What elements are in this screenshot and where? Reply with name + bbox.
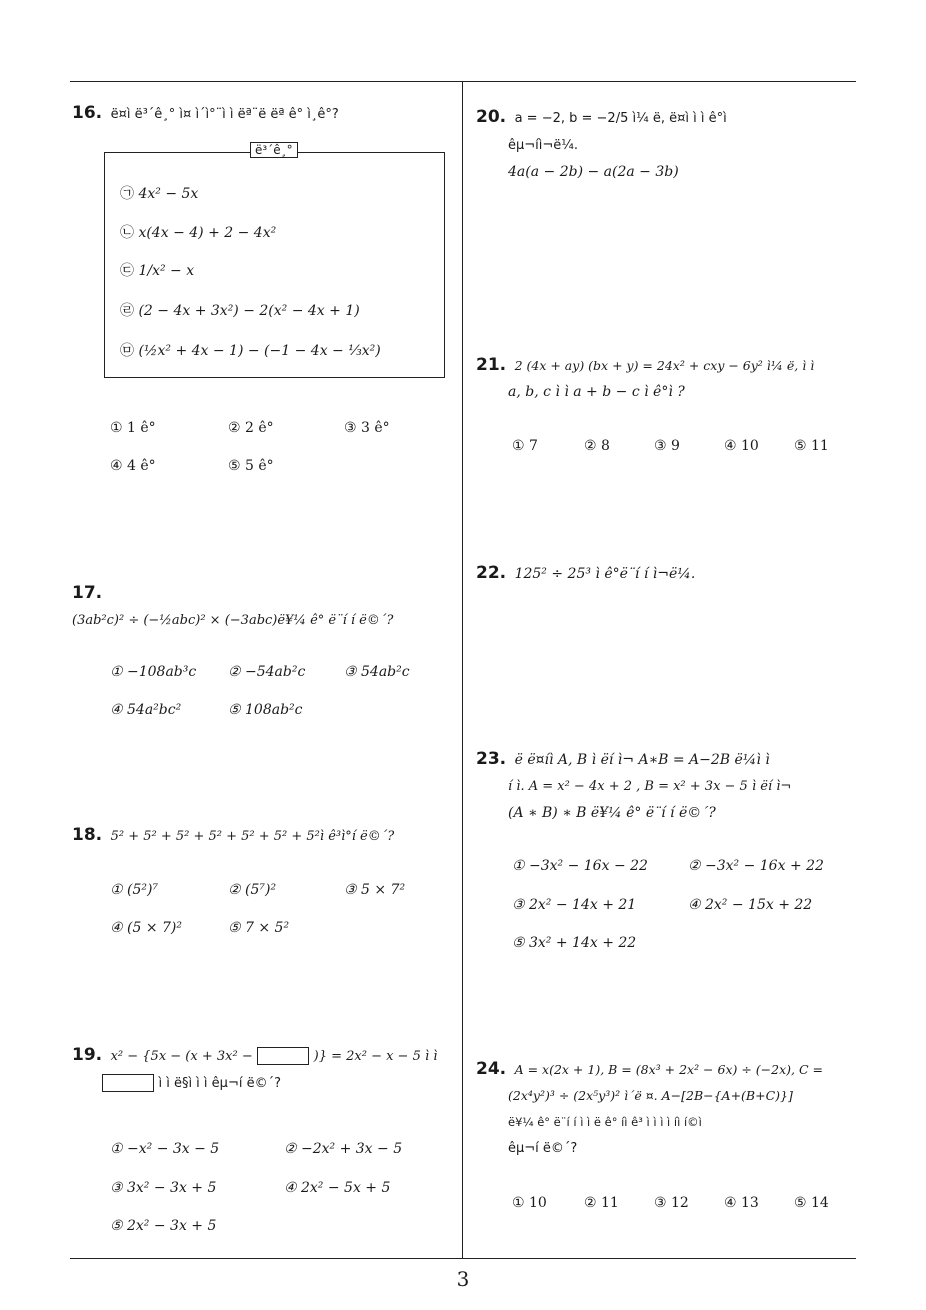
question-line-3: ë¥¼ ê° ë¨í í ì ì ë ê° íì ê³ ì ì ì ì íì í©ì <box>508 1115 702 1129</box>
page-number: 3 <box>456 1267 470 1291</box>
box-item-5: ㉤ (½x² + 4x − 1) − (−1 − 4x − ⅓x²) <box>120 343 381 359</box>
q17-option-4[interactable]: ④ 54a²bc² <box>110 702 182 718</box>
q23-option-3[interactable]: ③ 2x² − 14x + 21 <box>512 897 637 913</box>
question-line-1: 2 (4x + ay) (bx + y) = 24x² + cxy − 6y² ì¼ ë, ì ì <box>514 358 815 373</box>
question-24 <box>476 1056 861 1162</box>
question-number: 16. <box>72 103 103 123</box>
question-text-c: ì ì ë§ì ì ì êµ¬í ë©´? <box>158 1076 281 1091</box>
q17-option-1[interactable]: ① −108ab³c <box>110 664 197 680</box>
question-number: 22. <box>476 563 507 583</box>
q23-option-2[interactable]: ② −3x² − 16x + 22 <box>688 858 824 874</box>
question-text-b: )} = 2x² − x − 5 ì ì <box>313 1049 438 1064</box>
column-divider <box>462 82 463 1258</box>
q18-option-2[interactable]: ② (5⁷)² <box>228 882 277 898</box>
q16-option-1[interactable]: ① 1 ê° <box>110 420 156 436</box>
q16-option-3[interactable]: ③ 3 ê° <box>344 420 390 436</box>
q24-option-4[interactable]: ④ 13 <box>724 1195 759 1211</box>
question-line-2: í ì. A = x² − 4x + 2 , B = x² + 3x − 5 ì ëí ì¬ <box>508 779 792 794</box>
top-rule <box>70 81 856 82</box>
question-number: 19. <box>72 1045 103 1065</box>
q17-option-2[interactable]: ② −54ab²c <box>228 664 306 680</box>
q19-option-5[interactable]: ⑤ 2x² − 3x + 5 <box>110 1218 217 1234</box>
q18-option-4[interactable]: ④ (5 × 7)² <box>110 920 182 936</box>
q18-option-3[interactable]: ③ 5 × 7² <box>344 882 406 898</box>
q24-option-5[interactable]: ⑤ 14 <box>794 1195 829 1211</box>
q18-option-5[interactable]: ⑤ 7 × 5² <box>228 920 290 936</box>
question-number: 21. <box>476 355 507 375</box>
q24-option-3[interactable]: ③ 12 <box>654 1195 689 1211</box>
question-23 <box>476 746 861 826</box>
q21-option-3[interactable]: ③ 9 <box>654 438 680 454</box>
question-line-3: (A ∗ B) ∗ B ë¥¼ ê° ë¨í í ë©´? <box>508 805 716 821</box>
question-line-3: 4a(a − 2b) − a(2a − 3b) <box>508 164 679 180</box>
question-line-1: A = x(2x + 1), B = (8x³ + 2x² − 6x) ÷ (−2x), C = <box>514 1062 823 1077</box>
question-line-4: êµ¬í ë©´? <box>508 1141 578 1156</box>
q21-option-1[interactable]: ① 7 <box>512 438 538 454</box>
box-item-2: ㉡ x(4x − 4) + 2 − 4x² <box>120 225 277 241</box>
choice-box-title: ë³´ê¸° <box>250 142 298 158</box>
question-text: 125² ÷ 25³ ì ê°ë¨í í ì¬ë¼. <box>514 566 696 582</box>
box-item-1: ㉠ 4x² − 5x <box>120 186 199 202</box>
question-text: (3ab²c)² ÷ (−½abc)² × (−3abc)ë¥¼ ê° ë¨í í ë©´? <box>72 613 394 628</box>
q17-option-3[interactable]: ③ 54ab²c <box>344 664 410 680</box>
question-20 <box>476 104 856 185</box>
q16-option-2[interactable]: ② 2 ê° <box>228 420 274 436</box>
q23-option-1[interactable]: ① −3x² − 16x − 22 <box>512 858 648 874</box>
q19-option-1[interactable]: ① −x² − 3x − 5 <box>110 1141 220 1157</box>
box-item-3: ㉢ 1/x² − x <box>120 263 195 279</box>
question-18 <box>72 822 457 850</box>
question-19 <box>72 1042 457 1097</box>
question-text: 5² + 5² + 5² + 5² + 5² + 5² + 5²ì ê³ì°í ë©´? <box>110 829 395 844</box>
question-text: ë¤ì ë³´ê¸° ì¤ ì´ì°¨ì ì ëª¨ë ëª ê° ì¸ê°? <box>110 107 339 122</box>
question-line-2: a, b, c ì ì a + b − c ì ê°ì ? <box>508 384 685 400</box>
blank-box <box>102 1074 154 1092</box>
bottom-rule <box>70 1258 856 1259</box>
question-number: 20. <box>476 107 507 127</box>
question-number: 18. <box>72 825 103 845</box>
question-22 <box>476 560 856 587</box>
question-text-a: x² − {5x − (x + 3x² − <box>110 1049 253 1064</box>
q21-option-4[interactable]: ④ 10 <box>724 438 759 454</box>
q21-option-5[interactable]: ⑤ 11 <box>794 438 829 454</box>
question-line-1: ë ë¤íì A, B ì ëí ì¬ A∗B = A−2B ë¼ì ì <box>514 752 770 768</box>
question-16 <box>72 100 452 128</box>
q16-option-5[interactable]: ⑤ 5 ê° <box>228 458 274 474</box>
q19-option-4[interactable]: ④ 2x² − 5x + 5 <box>284 1180 391 1196</box>
blank-box <box>257 1047 309 1065</box>
q19-option-3[interactable]: ③ 3x² − 3x + 5 <box>110 1180 217 1196</box>
question-line-2: êµ¬íì¬ë¼. <box>508 138 579 153</box>
q24-option-2[interactable]: ② 11 <box>584 1195 619 1211</box>
q23-option-4[interactable]: ④ 2x² − 15x + 22 <box>688 897 813 913</box>
q24-option-1[interactable]: ① 10 <box>512 1195 547 1211</box>
question-number: 24. <box>476 1059 507 1079</box>
q17-option-5[interactable]: ⑤ 108ab²c <box>228 702 303 718</box>
q19-option-2[interactable]: ② −2x² + 3x − 5 <box>284 1141 403 1157</box>
question-17 <box>72 580 457 634</box>
question-21 <box>476 352 861 405</box>
question-line-2: (2x⁴y²)³ ÷ (2x⁵y³)² ì´ë ¤. A−[2B−{A+(B+C)}] <box>508 1088 793 1103</box>
q21-option-2[interactable]: ② 8 <box>584 438 610 454</box>
box-item-4: ㉣ (2 − 4x + 3x²) − 2(x² − 4x + 1) <box>120 303 360 319</box>
question-number: 17. <box>72 583 103 603</box>
q23-option-5[interactable]: ⑤ 3x² + 14x + 22 <box>512 935 637 951</box>
question-line-1: a = −2, b = −2/5 ì¼ ë, ë¤ì ì ì ê°ì <box>514 111 727 126</box>
question-number: 23. <box>476 749 507 769</box>
q18-option-1[interactable]: ① (5²)⁷ <box>110 882 159 898</box>
q16-option-4[interactable]: ④ 4 ê° <box>110 458 156 474</box>
